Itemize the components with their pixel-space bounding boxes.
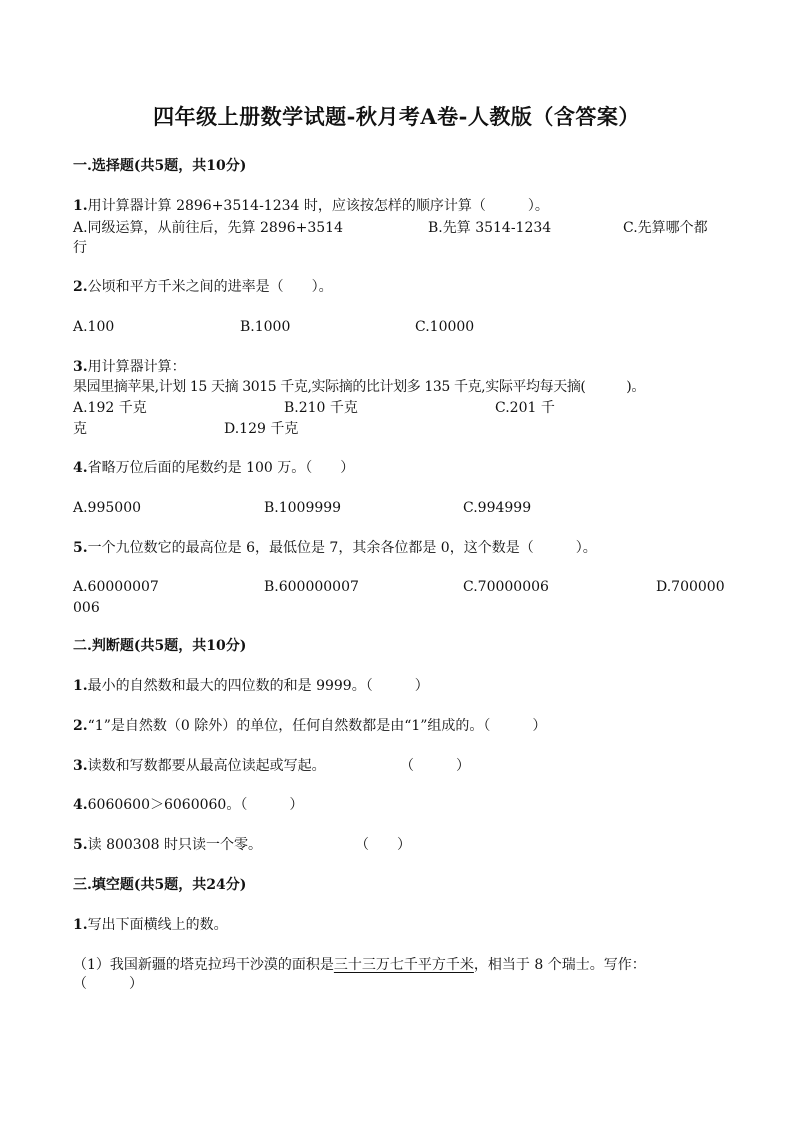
question-3-body: 果园里摘苹果,计划 15 天摘 3015 千克,实际摘的比计划多 135 千克,实际平均每天摘( )。 [73,379,645,395]
question-text: 用计算器计算 2896+3514-1234 时，应该按怎样的顺序计算（ ）。 [87,198,549,214]
question-text: 一个九位数它的最高位是 6，最低位是 7，其余各位都是 0，这个数是（ ）。 [87,540,597,556]
underlined-number-words: 三十三万七千平方千米 [333,957,474,973]
question-2 [73,277,333,297]
option-c: C.先算哪个都 [623,220,708,236]
option-c-wrap: 克 [73,421,87,437]
section-heading-choice: 一.选择题(共5题，共10分) [73,158,247,174]
option-d-wrap: 006 [73,600,100,616]
option-a: A.同级运算，从前往后，先算 2896+3514 [73,220,343,236]
subquestion-prefix: （1）我国新疆的塔克拉玛干沙漠的面积是 [73,957,334,973]
answer-blank: （ ） [73,976,143,992]
question-text: “1”是自然数（0 除外）的单位，任何自然数都是由“1”组成的。（ ） [87,718,547,734]
option-c: C.10000 [415,319,475,335]
question-number: 3. [73,758,88,774]
question-number: 2. [73,279,88,295]
question-number: 1. [73,678,88,694]
answer-blank: （ ） [355,837,411,853]
option-b: B.先算 3514-1234 [428,220,552,236]
option-b: B.210 千克 [284,400,358,416]
question-number: 4. [73,797,88,813]
judgment-question-5 [73,835,262,855]
question-number: 2. [73,718,88,734]
option-d: D.700000 [656,579,725,595]
option-b: B.600000007 [264,579,359,595]
option-b: B.1009999 [264,500,342,516]
question-4 [73,458,354,478]
judgment-question-4 [73,795,303,815]
question-text: 用计算器计算： [87,359,186,375]
question-number: 3. [73,359,88,375]
option-c-wrap: 行 [73,240,87,256]
question-number: 5. [73,540,88,556]
question-1 [73,196,549,216]
option-a: A.192 千克 [73,400,147,416]
question-3 [73,357,186,377]
judgment-question-1 [73,676,429,696]
section-heading-judgment: 二.判断题(共5题，共10分) [73,638,247,654]
question-text: 6060600＞6060060。（ ） [87,797,304,813]
judgment-question-3 [73,756,326,776]
question-text: 公顷和平方千米之间的进率是（ ）。 [87,279,333,295]
question-number: 4. [73,460,88,476]
question-text: 最小的自然数和最大的四位数的和是 9999。（ ） [87,678,429,694]
answer-blank: （ ） [400,758,470,774]
question-text: 写出下面横线上的数。 [87,917,228,933]
judgment-question-2 [73,716,546,736]
option-a: A.995000 [73,500,142,516]
option-a: A.100 [73,319,115,335]
option-a: A.60000007 [73,579,159,595]
section-heading-fill: 三.填空题(共5题，共24分) [73,877,247,893]
option-c: C.70000006 [463,579,549,595]
subquestion-suffix: ，相当于 8 个瑞士。写作： [473,957,646,973]
question-text: 读 800308 时只读一个零。 [87,837,262,853]
option-c: C.201 千 [495,400,555,416]
question-number: 1. [73,198,88,214]
page-title: 四年级上册数学试题-秋月考A卷-人教版（含答案） [153,104,640,129]
question-text: 读数和写数都要从最高位读起或写起。 [87,758,326,774]
question-number: 1. [73,917,88,933]
fill-subquestion-1 [73,955,646,975]
question-number: 5. [73,837,88,853]
option-b: B.1000 [240,319,291,335]
option-d: D.129 千克 [224,421,299,437]
question-5 [73,538,597,558]
question-text: 省略万位后面的尾数约是 100 万。（ ） [87,460,355,476]
fill-question-1 [73,915,228,935]
option-c: C.994999 [463,500,532,516]
